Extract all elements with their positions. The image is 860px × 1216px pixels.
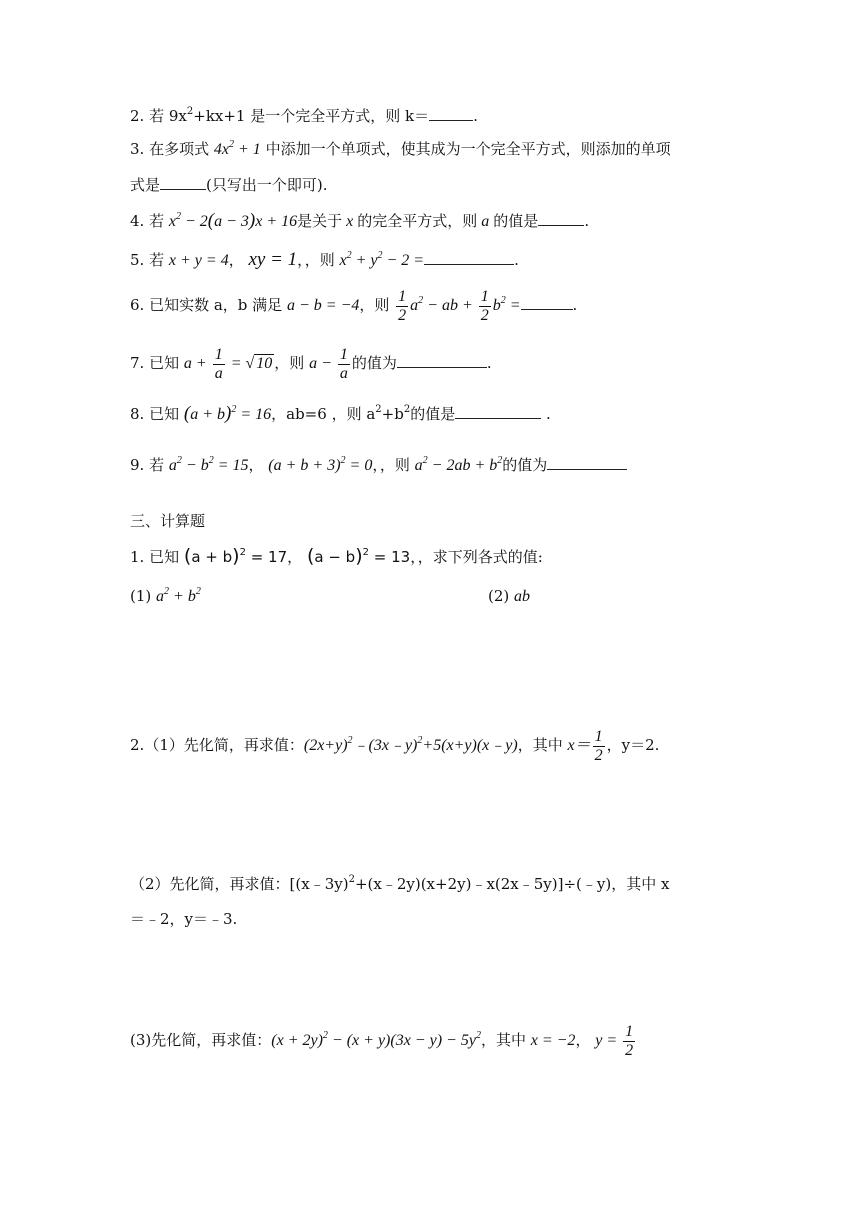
q5-answer-blank[interactable] bbox=[424, 250, 514, 265]
calc-question-3: (3)先化简，再求值：$(x + 2y)^2 - (x + y)(3x - y) - 5y^2$，其中 x = −2， y = $\frac{1}{2}$ bbox=[130, 1023, 634, 1059]
q4-answer-blank[interactable] bbox=[538, 211, 584, 226]
calc-question-1: 1. 已知 $(a + b)^2 = 17$， $(a - b)^2 = 13$，，求下列各式的值: bbox=[130, 545, 543, 567]
q8-answer-blank[interactable] bbox=[455, 404, 541, 419]
q7-expr-a: a + $\frac{1}{a}$ = √ 10 bbox=[183, 346, 273, 382]
question-7: 7. 已知 a + $\frac{1}{a}$ = √ 10 ，则 a − $\frac{1}{a}$ 的值为 . bbox=[130, 346, 492, 382]
question-4: 4. 若 $x^2 - 2(a - 3)x + 16$是关于 x 的完全平方式，则 a 的值是 . bbox=[130, 210, 590, 231]
question-3: 3. 在多项式 $4x^2 + 1$ 中添加一个单项式，使其成为一个完全平方式，则添加的单项 bbox=[130, 139, 671, 158]
calc-question-2-part-2-cont: ＝﹣2，y＝﹣3. bbox=[130, 910, 238, 928]
q2-answer-blank[interactable] bbox=[429, 106, 473, 121]
q3-answer-blank[interactable] bbox=[160, 175, 206, 190]
question-8: 8. 已知 $(a + b)^2 = 16$，ab=6 ，则 $a^2+b^2$的值是 . bbox=[130, 403, 551, 424]
q6-expr-b: $\frac{1}{2}$ $a^2$ − ab + $\frac{1}{2}$ $b^2$ = bbox=[398, 288, 521, 324]
q7-answer-blank[interactable] bbox=[397, 353, 487, 368]
question-2: 2. 若 $9x^2+kx+1$ 是一个完全平方式，则 k＝ . bbox=[130, 106, 478, 125]
c1-part1-expr: $a^2 + b^2$ bbox=[156, 586, 201, 605]
c1-part2-expr: ab bbox=[514, 588, 531, 605]
q5-expr-a: x + y = 4 bbox=[168, 252, 229, 269]
q2-text-b: +kx+1 是一个完全平方式，则 k＝ bbox=[193, 107, 430, 125]
q5-expr-c: $x^2 + y^2 - 2$ = bbox=[339, 250, 425, 269]
c3-expr: $(x + 2y)^2 - (x + y)(3x - y) - 5y^2$ bbox=[271, 1030, 481, 1050]
q3-text-b: 中添加一个单项式，使其成为一个完全平方式，则添加的单项 bbox=[265, 140, 671, 158]
calc-question-2: 2.（1）先化简，再求值：$(2x+y)^2﹣(3x﹣y)^2+5(x+y)(x﹣y)$，其中 x＝ $\frac{1}{2}$ ，y＝2. bbox=[130, 728, 660, 764]
section-title: 三、计算题 bbox=[130, 512, 206, 530]
q9-answer-blank[interactable] bbox=[547, 455, 627, 470]
q8-expr: $(a + b)^2 = 16$ bbox=[183, 403, 272, 424]
q6-expr-a: a − b = −4 bbox=[286, 297, 360, 315]
c2-expr: $(2x+y)^2﹣(3x﹣y)^2+5(x+y)(x﹣y)$ bbox=[303, 735, 518, 755]
q5-expr-b: xy = 1 bbox=[248, 249, 298, 270]
calc-question-2-part-2: （2）先化简，再求值：[(x﹣3y)$^2$+(x﹣2y)(x+2y)﹣x(2x﹣5y)]÷(﹣y)，其中 x bbox=[130, 874, 670, 893]
q9-expr-a: $a^2 - b^2 = 15$ bbox=[168, 455, 249, 474]
calc-1-part-2: (2) ab bbox=[488, 587, 531, 605]
q3-expr: $4x^2 + 1$ bbox=[213, 139, 261, 158]
q6-answer-blank[interactable] bbox=[521, 295, 573, 310]
q4-expr: $x^2 - 2(a - 3)x + 16$ bbox=[168, 210, 298, 231]
q9-expr-b: $(a + b + 3)^2 = 0$ bbox=[268, 455, 373, 474]
question-6: 6. 已知实数 a，b 满足 a − b = −4，则 $\frac{1}{2}$ $a^2$ − ab + $\frac{1}{2}$ $b^2$ = . bbox=[130, 288, 578, 324]
question-5: 5. 若 x + y = 4， xy = 1，，则 $x^2 + y^2 - 2$ = . bbox=[130, 249, 519, 270]
q2-number: 2. bbox=[130, 107, 145, 125]
q3-text-a: 在多项式 bbox=[149, 140, 210, 158]
question-9: 9. 若 $a^2 - b^2 = 15$， $(a + b + 3)^2 = 0$，，则 $a^2 - 2ab + b^2$的值为 bbox=[130, 455, 627, 476]
q9-expr-c: $a^2 - 2ab + b^2$ bbox=[414, 455, 503, 474]
question-3-cont: 式是 (只写出一个即可). bbox=[130, 176, 328, 194]
calc-1-part-1: (1) $a^2 + b^2$ bbox=[130, 586, 201, 605]
q7-expr-b: a − $\frac{1}{a}$ bbox=[309, 346, 348, 382]
c1-expr-a: $(a + b)^2 = 17$ bbox=[183, 545, 288, 567]
q2-text-a: 若 9x bbox=[149, 107, 187, 125]
c1-expr-b: $(a - b)^2 = 13$ bbox=[306, 545, 411, 567]
